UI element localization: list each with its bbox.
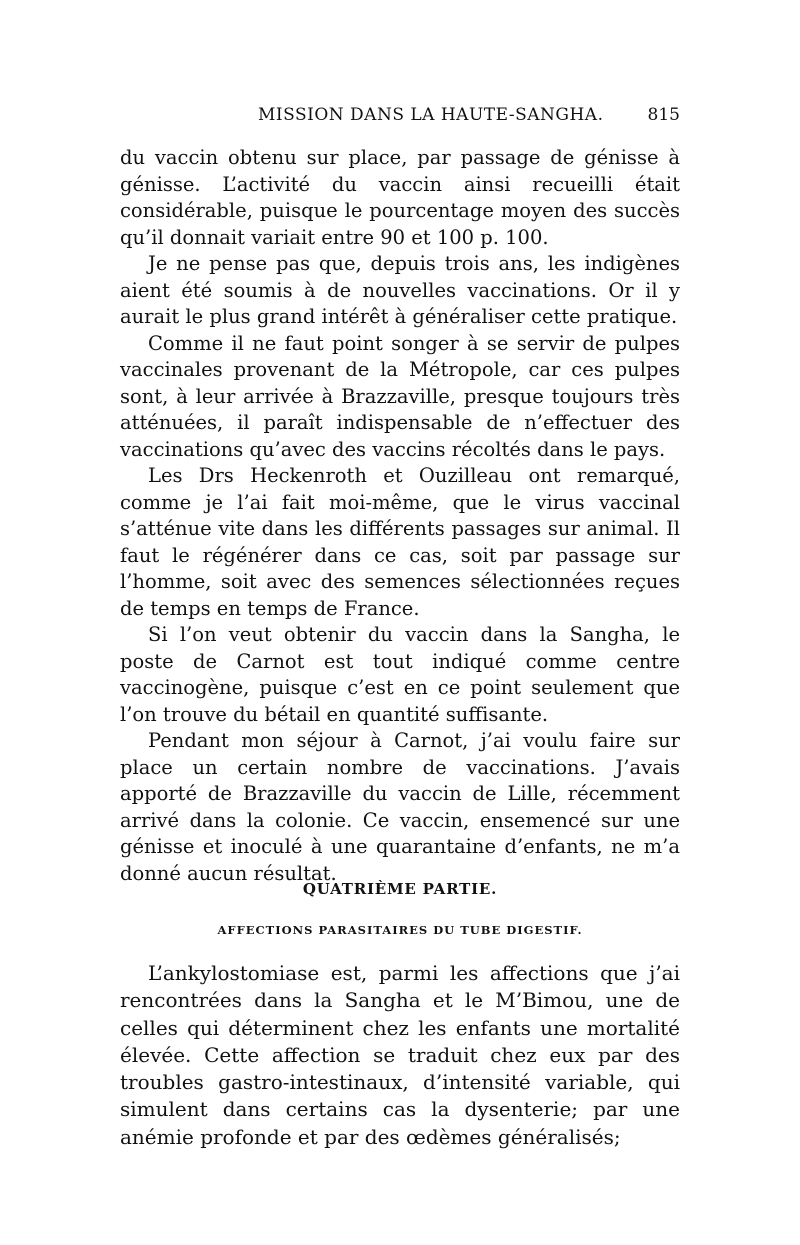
paragraph-5: Si l’on veut obtenir du vaccin dans la Sangha, le poste de Carnot est tout indiqué comme centre vaccinogène, puisque c’est en ce point seulement que l’on trouve du bétail en quantité suffisante. xyxy=(120,623,680,726)
body-text xyxy=(120,145,680,887)
paragraph-3: Comme il ne faut point songer à se servir de pulpes vaccinales provenant de la Métropole, car ces pulpes sont, à leur arrivée à Brazzaville, presque toujours très atténuées, il paraît indispensable de n’effectuer des vaccinations qu’avec des vaccins récoltés dans le pays. xyxy=(120,331,680,461)
running-title: MISSION DANS LA HAUTE-SANGHA. xyxy=(258,105,604,125)
running-head xyxy=(120,105,680,133)
paragraph-1: du vaccin obtenu sur place, par passage de génisse à génisse. L’activité du vaccin ainsi recueilli était considérable, puisque le pourcentage moyen des succès qu’il donnait variait entre 90 et 100 p. 100. xyxy=(120,146,680,249)
section-body xyxy=(120,960,680,1151)
paragraph-2: Je ne pense pas que, depuis trois ans, les indigènes aient été soumis à de nouvelles vaccinations. Or il y aurait le plus grand intérêt à généraliser cette pratique. xyxy=(120,252,680,328)
paragraph-6: Pendant mon séjour à Carnot, j’ai voulu faire sur place un certain nombre de vaccinations. J’avais apporté de Brazzaville du vaccin de Lille, récemment arrivé dans la colonie. Ce vaccin, ensemencé sur une génisse et inoculé à une quarantaine d’enfants, ne m’a donné aucun résultat. xyxy=(120,729,680,885)
section-subtitle: AFFECTIONS PARASITAIRES DU TUBE DIGESTIF. xyxy=(217,923,583,937)
paragraph-4: Les Drs Heckenroth et Ouzilleau ont remarqué, comme je l’ai fait moi-même, que le virus vaccinal s’atténue vite dans les différents passages sur animal. Il faut le régénérer dans ce cas, soit par passage sur l’homme, soit avec des semences sélectionnées reçues de temps en temps de France. xyxy=(120,464,680,620)
page-number: 815 xyxy=(647,105,680,125)
section-title: QUATRIÈME PARTIE. xyxy=(302,880,498,898)
section-paragraph-1: L’ankylostomiase est, parmi les affections que j’ai rencontrées dans la Sangha et le M’Bimou, une de celles qui déterminent chez les enfants une mortalité élevée. Cette affection se traduit chez eux par des troubles gastro-intestinaux, d’intensité variable, qui simulent dans certains cas la dysenterie; par une anémie profonde et par des œdèmes généralisés; xyxy=(120,961,680,1149)
